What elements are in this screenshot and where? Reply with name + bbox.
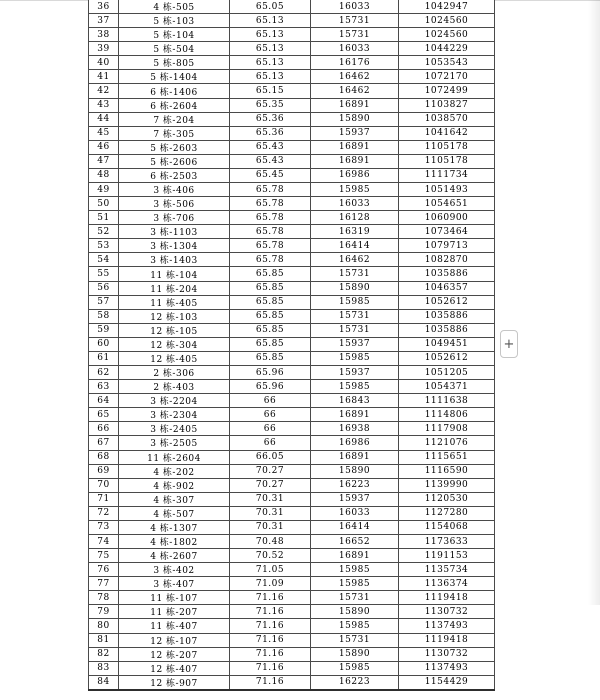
cell-unit_price: 16176 [311, 56, 399, 70]
cell-unit: 3 栋-2405 [119, 422, 230, 436]
table-row [89, 337, 495, 351]
table-row [89, 675, 495, 690]
cell-unit: 3 栋-2505 [119, 436, 230, 450]
table-row [89, 380, 495, 394]
table-row [89, 408, 495, 422]
cell-unit_price: 16223 [311, 675, 399, 690]
cell-area: 70.31 [230, 492, 311, 506]
table-row [89, 309, 495, 323]
table-body [89, 0, 495, 690]
cell-unit_price: 15890 [311, 281, 399, 295]
cell-total_price: 1173633 [399, 534, 495, 548]
cell-total_price: 1072499 [399, 84, 495, 98]
cell-seq: 54 [89, 253, 119, 267]
cell-unit: 12 栋-907 [119, 675, 230, 690]
cell-seq: 72 [89, 506, 119, 520]
cell-unit: 11 栋-104 [119, 267, 230, 281]
cell-unit: 12 栋-407 [119, 661, 230, 675]
cell-total_price: 1052612 [399, 351, 495, 365]
cell-seq: 46 [89, 140, 119, 154]
cell-unit: 4 栋-2607 [119, 549, 230, 563]
table-row [89, 140, 495, 154]
table-row [89, 154, 495, 168]
cell-unit_price: 15937 [311, 366, 399, 380]
cell-unit_price: 16891 [311, 140, 399, 154]
cell-seq: 42 [89, 84, 119, 98]
cell-area: 71.16 [230, 633, 311, 647]
cell-unit_price: 16843 [311, 394, 399, 408]
cell-seq: 69 [89, 464, 119, 478]
cell-unit_price: 15985 [311, 351, 399, 365]
cell-seq: 60 [89, 337, 119, 351]
cell-area: 65.96 [230, 366, 311, 380]
cell-unit: 3 栋-1403 [119, 253, 230, 267]
cell-total_price: 1137493 [399, 661, 495, 675]
table-row [89, 351, 495, 365]
table-row [89, 14, 495, 28]
cell-total_price: 1051493 [399, 183, 495, 197]
cell-total_price: 1114806 [399, 408, 495, 422]
cell-total_price: 1127280 [399, 506, 495, 520]
cell-seq: 55 [89, 267, 119, 281]
cell-area: 65.13 [230, 28, 311, 42]
table-row [89, 464, 495, 478]
cell-seq: 45 [89, 126, 119, 140]
table-row [89, 394, 495, 408]
table-row [89, 267, 495, 281]
cell-unit_price: 15731 [311, 633, 399, 647]
cell-unit: 3 栋-506 [119, 197, 230, 211]
cell-seq: 81 [89, 633, 119, 647]
cell-seq: 83 [89, 661, 119, 675]
cell-seq: 51 [89, 211, 119, 225]
cell-total_price: 1024560 [399, 28, 495, 42]
cell-seq: 67 [89, 436, 119, 450]
cell-total_price: 1051205 [399, 366, 495, 380]
cell-total_price: 1111734 [399, 168, 495, 182]
cell-unit: 7 栋-204 [119, 112, 230, 126]
cell-unit: 6 栋-2604 [119, 98, 230, 112]
cell-total_price: 1136374 [399, 577, 495, 591]
cell-area: 65.78 [230, 225, 311, 239]
cell-seq: 66 [89, 422, 119, 436]
cell-total_price: 1105178 [399, 154, 495, 168]
cell-unit_price: 16891 [311, 154, 399, 168]
cell-unit_price: 15731 [311, 28, 399, 42]
cell-unit_price: 15890 [311, 464, 399, 478]
cell-unit_price: 15985 [311, 577, 399, 591]
cell-unit: 3 栋-1304 [119, 239, 230, 253]
table-row [89, 70, 495, 84]
cell-total_price: 1072170 [399, 70, 495, 84]
cell-unit_price: 16462 [311, 253, 399, 267]
cell-unit_price: 16414 [311, 520, 399, 534]
table-row [89, 211, 495, 225]
table-row [89, 492, 495, 506]
table-row [89, 168, 495, 182]
cell-area: 71.09 [230, 577, 311, 591]
table-row [89, 197, 495, 211]
cell-unit: 11 栋-107 [119, 591, 230, 605]
table-row [89, 605, 495, 619]
cell-seq: 73 [89, 520, 119, 534]
cell-unit: 12 栋-107 [119, 633, 230, 647]
table-row [89, 84, 495, 98]
cell-area: 71.16 [230, 619, 311, 633]
cell-area: 65.85 [230, 295, 311, 309]
cell-total_price: 1154068 [399, 520, 495, 534]
cell-total_price: 1054371 [399, 380, 495, 394]
table-row [89, 98, 495, 112]
cell-area: 65.13 [230, 70, 311, 84]
cell-total_price: 1119418 [399, 633, 495, 647]
cell-unit_price: 15890 [311, 605, 399, 619]
cell-area: 65.15 [230, 84, 311, 98]
cell-area: 71.16 [230, 661, 311, 675]
cell-total_price: 1130732 [399, 647, 495, 661]
cell-total_price: 1073464 [399, 225, 495, 239]
table-row [89, 225, 495, 239]
cell-area: 65.13 [230, 14, 311, 28]
cell-total_price: 1115651 [399, 450, 495, 464]
cell-unit_price: 16033 [311, 0, 399, 14]
cell-unit_price: 16891 [311, 98, 399, 112]
cell-total_price: 1038570 [399, 112, 495, 126]
cell-unit_price: 16128 [311, 211, 399, 225]
table-row [89, 0, 495, 14]
cell-total_price: 1042947 [399, 0, 495, 14]
cell-area: 65.36 [230, 126, 311, 140]
table-row [89, 253, 495, 267]
cell-unit_price: 15731 [311, 14, 399, 28]
cell-area: 65.85 [230, 267, 311, 281]
cell-unit: 4 栋-202 [119, 464, 230, 478]
cell-seq: 71 [89, 492, 119, 506]
cell-unit: 11 栋-407 [119, 619, 230, 633]
cell-seq: 39 [89, 42, 119, 56]
cell-area: 70.31 [230, 520, 311, 534]
cell-area: 71.16 [230, 647, 311, 661]
cell-total_price: 1191153 [399, 549, 495, 563]
cell-unit_price: 15937 [311, 126, 399, 140]
cell-unit: 5 栋-2603 [119, 140, 230, 154]
cell-total_price: 1079713 [399, 239, 495, 253]
cell-unit_price: 15937 [311, 337, 399, 351]
cell-seq: 75 [89, 549, 119, 563]
cell-area: 71.16 [230, 591, 311, 605]
cell-unit_price: 16891 [311, 450, 399, 464]
cell-area: 70.48 [230, 534, 311, 548]
cell-area: 65.78 [230, 211, 311, 225]
cell-total_price: 1046357 [399, 281, 495, 295]
cell-total_price: 1041642 [399, 126, 495, 140]
cell-unit_price: 15985 [311, 661, 399, 675]
cell-unit_price: 15731 [311, 267, 399, 281]
cell-area: 66 [230, 436, 311, 450]
cell-unit: 5 栋-104 [119, 28, 230, 42]
cell-unit: 4 栋-505 [119, 0, 230, 14]
table-row [89, 563, 495, 577]
table-row [89, 619, 495, 633]
cell-total_price: 1035886 [399, 323, 495, 337]
cell-unit_price: 16891 [311, 549, 399, 563]
cell-unit: 11 栋-2604 [119, 450, 230, 464]
cell-area: 65.43 [230, 154, 311, 168]
right-edge-shadow [588, 0, 600, 605]
cell-seq: 70 [89, 478, 119, 492]
cell-area: 65.78 [230, 239, 311, 253]
table-row [89, 112, 495, 126]
cell-area: 65.13 [230, 56, 311, 70]
cell-total_price: 1053543 [399, 56, 495, 70]
cell-unit: 12 栋-405 [119, 351, 230, 365]
cell-seq: 63 [89, 380, 119, 394]
cell-area: 65.85 [230, 309, 311, 323]
cell-unit: 3 栋-407 [119, 577, 230, 591]
cell-unit: 4 栋-507 [119, 506, 230, 520]
cell-seq: 38 [89, 28, 119, 42]
cell-unit: 5 栋-504 [119, 42, 230, 56]
cell-area: 66 [230, 394, 311, 408]
cell-total_price: 1024560 [399, 14, 495, 28]
cell-total_price: 1139990 [399, 478, 495, 492]
cell-unit: 4 栋-1802 [119, 534, 230, 548]
table-row [89, 520, 495, 534]
cell-seq: 84 [89, 675, 119, 690]
cell-total_price: 1130732 [399, 605, 495, 619]
table-row [89, 450, 495, 464]
cell-seq: 50 [89, 197, 119, 211]
cell-seq: 40 [89, 56, 119, 70]
cell-unit: 3 栋-2304 [119, 408, 230, 422]
cell-unit_price: 15985 [311, 380, 399, 394]
table-row [89, 56, 495, 70]
cell-unit: 6 栋-1406 [119, 84, 230, 98]
cell-unit: 5 栋-805 [119, 56, 230, 70]
cell-unit_price: 15985 [311, 295, 399, 309]
price-table [88, 0, 495, 691]
cell-area: 71.16 [230, 675, 311, 690]
cell-area: 65.85 [230, 351, 311, 365]
cell-total_price: 1103827 [399, 98, 495, 112]
cell-area: 65.78 [230, 183, 311, 197]
cell-unit: 7 栋-305 [119, 126, 230, 140]
cell-unit: 3 栋-406 [119, 183, 230, 197]
table-row [89, 478, 495, 492]
cell-unit: 11 栋-405 [119, 295, 230, 309]
cell-unit: 11 栋-207 [119, 605, 230, 619]
cell-unit: 12 栋-103 [119, 309, 230, 323]
table-row [89, 534, 495, 548]
cell-unit_price: 15731 [311, 309, 399, 323]
cell-total_price: 1049451 [399, 337, 495, 351]
cell-unit: 3 栋-1103 [119, 225, 230, 239]
cell-unit_price: 15731 [311, 591, 399, 605]
cell-unit: 5 栋-103 [119, 14, 230, 28]
cell-unit: 4 栋-307 [119, 492, 230, 506]
cell-total_price: 1119418 [399, 591, 495, 605]
cell-seq: 56 [89, 281, 119, 295]
cell-total_price: 1035886 [399, 267, 495, 281]
cell-total_price: 1105178 [399, 140, 495, 154]
cell-area: 65.43 [230, 140, 311, 154]
cell-seq: 37 [89, 14, 119, 28]
add-button[interactable]: + [500, 330, 518, 358]
cell-area: 65.05 [230, 0, 311, 14]
cell-unit: 3 栋-706 [119, 211, 230, 225]
cell-total_price: 1117908 [399, 422, 495, 436]
cell-area: 65.36 [230, 112, 311, 126]
cell-area: 71.05 [230, 563, 311, 577]
cell-seq: 79 [89, 605, 119, 619]
cell-seq: 43 [89, 98, 119, 112]
cell-unit_price: 16414 [311, 239, 399, 253]
cell-unit_price: 16462 [311, 70, 399, 84]
cell-seq: 49 [89, 183, 119, 197]
table-row [89, 323, 495, 337]
table-row [89, 366, 495, 380]
cell-seq: 59 [89, 323, 119, 337]
cell-area: 65.85 [230, 281, 311, 295]
table-row [89, 295, 495, 309]
cell-total_price: 1116590 [399, 464, 495, 478]
cell-total_price: 1054651 [399, 197, 495, 211]
cell-unit_price: 16033 [311, 42, 399, 56]
cell-area: 65.78 [230, 197, 311, 211]
cell-unit_price: 15731 [311, 323, 399, 337]
cell-unit: 2 栋-403 [119, 380, 230, 394]
table-row [89, 633, 495, 647]
table-row [89, 577, 495, 591]
table-row [89, 549, 495, 563]
cell-unit_price: 16986 [311, 168, 399, 182]
cell-seq: 58 [89, 309, 119, 323]
cell-area: 71.16 [230, 605, 311, 619]
cell-total_price: 1121076 [399, 436, 495, 450]
table-row [89, 661, 495, 675]
cell-total_price: 1052612 [399, 295, 495, 309]
cell-seq: 62 [89, 366, 119, 380]
table-row [89, 28, 495, 42]
cell-seq: 64 [89, 394, 119, 408]
cell-seq: 78 [89, 591, 119, 605]
cell-area: 66 [230, 408, 311, 422]
cell-unit_price: 15985 [311, 183, 399, 197]
cell-area: 65.96 [230, 380, 311, 394]
cell-area: 70.27 [230, 478, 311, 492]
cell-unit: 4 栋-1307 [119, 520, 230, 534]
cell-seq: 52 [89, 225, 119, 239]
table-row [89, 506, 495, 520]
cell-total_price: 1082870 [399, 253, 495, 267]
cell-unit: 11 栋-204 [119, 281, 230, 295]
cell-total_price: 1154429 [399, 675, 495, 690]
cell-unit: 3 栋-402 [119, 563, 230, 577]
cell-seq: 80 [89, 619, 119, 633]
cell-unit_price: 16033 [311, 506, 399, 520]
cell-unit_price: 16033 [311, 197, 399, 211]
cell-seq: 61 [89, 351, 119, 365]
cell-unit: 3 栋-2204 [119, 394, 230, 408]
table-row [89, 239, 495, 253]
cell-unit: 12 栋-304 [119, 337, 230, 351]
cell-seq: 68 [89, 450, 119, 464]
cell-seq: 53 [89, 239, 119, 253]
cell-unit: 5 栋-2606 [119, 154, 230, 168]
cell-unit: 12 栋-105 [119, 323, 230, 337]
cell-unit: 4 栋-902 [119, 478, 230, 492]
cell-area: 65.35 [230, 98, 311, 112]
table-row [89, 183, 495, 197]
cell-unit_price: 16986 [311, 436, 399, 450]
cell-seq: 76 [89, 563, 119, 577]
cell-seq: 65 [89, 408, 119, 422]
cell-area: 70.31 [230, 506, 311, 520]
cell-total_price: 1111638 [399, 394, 495, 408]
cell-unit_price: 16891 [311, 408, 399, 422]
cell-total_price: 1044229 [399, 42, 495, 56]
table-row [89, 422, 495, 436]
cell-unit_price: 16319 [311, 225, 399, 239]
cell-unit_price: 15890 [311, 112, 399, 126]
table-row [89, 647, 495, 661]
cell-unit_price: 15937 [311, 492, 399, 506]
cell-area: 65.45 [230, 168, 311, 182]
cell-area: 65.85 [230, 337, 311, 351]
cell-area: 66 [230, 422, 311, 436]
cell-unit_price: 16938 [311, 422, 399, 436]
cell-seq: 36 [89, 0, 119, 14]
cell-unit: 6 栋-2503 [119, 168, 230, 182]
cell-seq: 77 [89, 577, 119, 591]
cell-seq: 57 [89, 295, 119, 309]
table-row [89, 281, 495, 295]
cell-unit: 5 栋-1404 [119, 70, 230, 84]
cell-seq: 48 [89, 168, 119, 182]
cell-unit_price: 15890 [311, 647, 399, 661]
cell-unit: 2 栋-306 [119, 366, 230, 380]
table-row [89, 591, 495, 605]
cell-area: 70.27 [230, 464, 311, 478]
cell-area: 70.52 [230, 549, 311, 563]
cell-unit_price: 16462 [311, 84, 399, 98]
cell-area: 65.78 [230, 253, 311, 267]
cell-seq: 41 [89, 70, 119, 84]
cell-total_price: 1035886 [399, 309, 495, 323]
cell-total_price: 1137493 [399, 619, 495, 633]
cell-seq: 44 [89, 112, 119, 126]
table-row [89, 126, 495, 140]
cell-seq: 47 [89, 154, 119, 168]
cell-unit_price: 16652 [311, 534, 399, 548]
cell-unit_price: 15985 [311, 619, 399, 633]
cell-unit_price: 16223 [311, 478, 399, 492]
cell-area: 65.85 [230, 323, 311, 337]
cell-area: 66.05 [230, 450, 311, 464]
cell-area: 65.13 [230, 42, 311, 56]
cell-total_price: 1120530 [399, 492, 495, 506]
cell-seq: 74 [89, 534, 119, 548]
cell-total_price: 1135734 [399, 563, 495, 577]
cell-unit_price: 15985 [311, 563, 399, 577]
cell-seq: 82 [89, 647, 119, 661]
table-row [89, 436, 495, 450]
table-row [89, 42, 495, 56]
cell-total_price: 1060900 [399, 211, 495, 225]
cell-unit: 12 栋-207 [119, 647, 230, 661]
